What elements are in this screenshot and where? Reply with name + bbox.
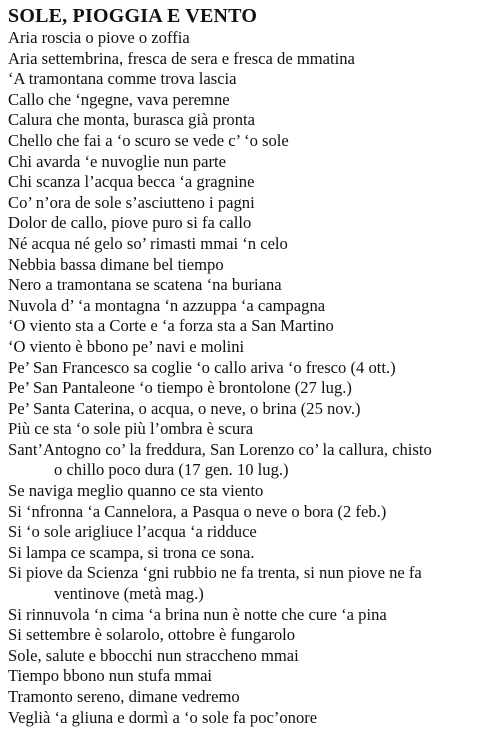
proverb-line: Sant’Antogno co’ la freddura, San Lorenzo co’ la callura, chisto	[8, 439, 432, 459]
proverb-line: Tiempo bbono nun stufa mmai	[8, 666, 213, 686]
proverb-line: ‘O viento è bbono pe’ navi e molini	[8, 336, 245, 356]
proverb-line: Si lampa ce scampa, si trona ce sona.	[8, 542, 255, 562]
proverb-line: Aria roscia o piove o zoffia	[8, 28, 190, 47]
proverb-line-continuation: o chillo poco dura (17 gen. 10 lug.)	[54, 460, 289, 480]
proverb-line: Nebbia bassa dimane bel tiempo	[8, 254, 224, 274]
proverb-line: Chi scanza l’acqua becca ‘a gragnine	[8, 172, 255, 192]
proverb-line: Sole, salute e bbocchi nun straccheno mmai	[8, 645, 299, 665]
proverb-line: Se naviga meglio quanno ce sta viento	[8, 481, 264, 501]
proverb-line: Si ‘o sole arigliuce l’acqua ‘a ridduce	[8, 522, 257, 542]
proverb-line: Pe’ San Francesco sa coglie ‘o callo ariva ‘o fresco (4 ott.)	[8, 357, 396, 377]
proverb-line: ‘O viento sta a Corte e ‘a forza sta a San Martino	[8, 316, 334, 336]
proverb-line: ‘A tramontana comme trova lascia	[8, 69, 237, 89]
proverb-line: Veglià ‘a gliuna e dormì a ‘o sole fa poc’onore	[8, 707, 318, 727]
proverb-line: Si ‘nfronna ‘a Cannelora, a Pasqua o neve o bora (2 feb.)	[8, 501, 387, 521]
proverb-line: Aria settembrina, fresca de sera e fresca de mmatina	[8, 48, 355, 68]
proverb-line: Callo che ‘ngegne, vava peremne	[8, 89, 230, 109]
proverb-line: Tramonto sereno, dimane vedremo	[8, 687, 240, 706]
proverb-line: Né acqua né gelo so’ rimasti mmai ‘n celo	[8, 233, 288, 253]
proverb-line: Dolor de callo, piove puro si fa callo	[8, 213, 252, 233]
proverb-line: Pe’ Santa Caterina, o acqua, o neve, o brina (25 nov.)	[8, 398, 361, 418]
proverb-line: Nero a tramontana se scatena ‘na buriana	[8, 275, 282, 295]
proverb-line: Più ce sta ‘o sole più l’ombra è scura	[8, 419, 254, 439]
proverb-line: Chello che fai a ‘o scuro se vede c’ ‘o sole	[8, 130, 289, 150]
proverb-line: Si rinnuvola ‘n cima ‘a brina nun è notte che cure ‘a pina	[8, 604, 387, 624]
page-title: SOLE, PIOGGIA E VENTO	[8, 5, 258, 27]
proverb-line: Si settembre è solarolo, ottobre è fungarolo	[8, 625, 296, 645]
proverb-line: Co’ n’ora de sole s’asciutteno i pagni	[8, 192, 255, 212]
proverb-line-continuation: ventinove (metà mag.)	[54, 584, 204, 604]
proverb-line: Pe’ San Pantaleone ‘o tiempo è brontolone (27 lug.)	[8, 378, 352, 398]
proverb-line: Si piove da Scienza ‘gni rubbio ne fa trenta, si nun piove ne fa	[8, 563, 422, 583]
proverb-line: Nuvola d’ ‘a montagna ‘n azzuppa ‘a campagna	[8, 295, 326, 315]
proverb-line: Calura che monta, burasca già pronta	[8, 110, 255, 130]
proverbs-page	[8, 5, 488, 728]
proverb-line: Chi avarda ‘e nuvoglie nun parte	[8, 151, 226, 171]
